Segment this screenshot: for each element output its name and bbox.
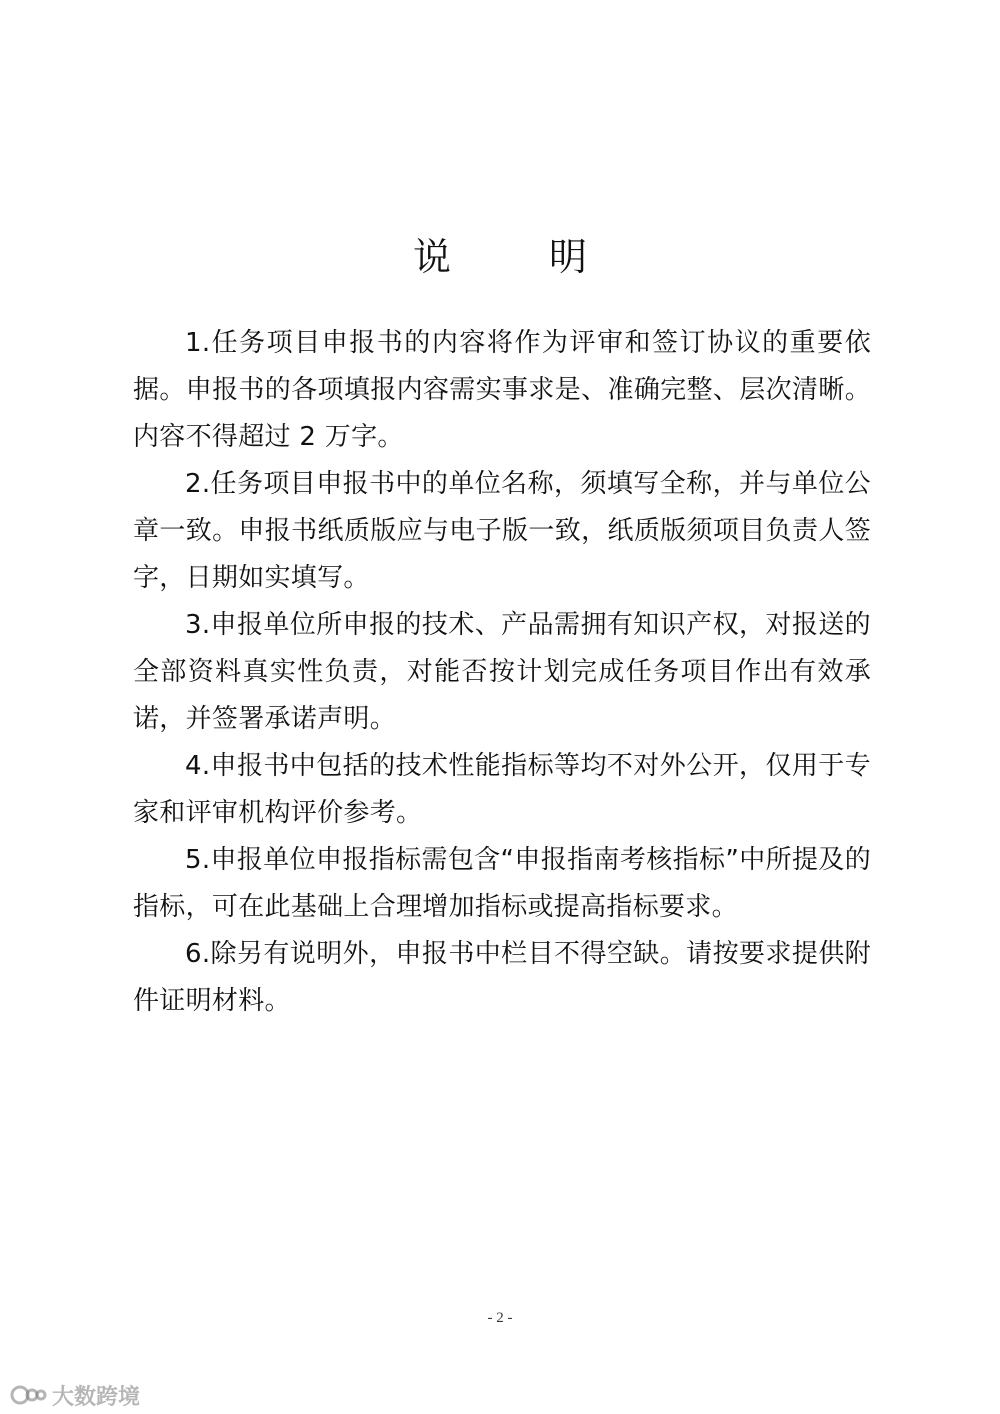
- brand-logo-icon: [10, 1380, 48, 1410]
- instruction-paragraph-2: 2.任务项目申报书中的单位名称，须填写全称，并与单位公章一致。申报书纸质版应与电子版一致，纸质版须项目负责人签字，日期如实填写。: [133, 469, 871, 593]
- watermark-text: 大数跨境: [52, 1384, 141, 1410]
- instruction-paragraph-5: 5.申报单位申报指标需包含“申报指南考核指标”中所提及的指标，可在此基础上合理增加指标或提高指标要求。: [133, 845, 871, 922]
- page-title: 说 明: [412, 235, 617, 279]
- page-number: - 2 -: [487, 1310, 513, 1326]
- watermark: [10, 1378, 140, 1412]
- instructions-body: [133, 320, 871, 1025]
- instruction-paragraph-4: 4.申报书中包括的技术性能指标等均不对外公开，仅用于专家和评审机构评价参考。: [133, 751, 871, 828]
- instruction-paragraph-6: 6.除另有说明外，申报书中栏目不得空缺。请按要求提供附件证明材料。: [133, 939, 871, 1016]
- instruction-paragraph-3: 3.申报单位所申报的技术、产品需拥有知识产权，对报送的全部资料真实性负责，对能否按计划完成任务项目作出有效承诺，并签署承诺声明。: [133, 610, 871, 734]
- instruction-paragraph-1: 1.任务项目申报书的内容将作为评审和签订协议的重要依据。申报书的各项填报内容需实事求是、准确完整、层次清晰。内容不得超过 2 万字。: [133, 328, 871, 452]
